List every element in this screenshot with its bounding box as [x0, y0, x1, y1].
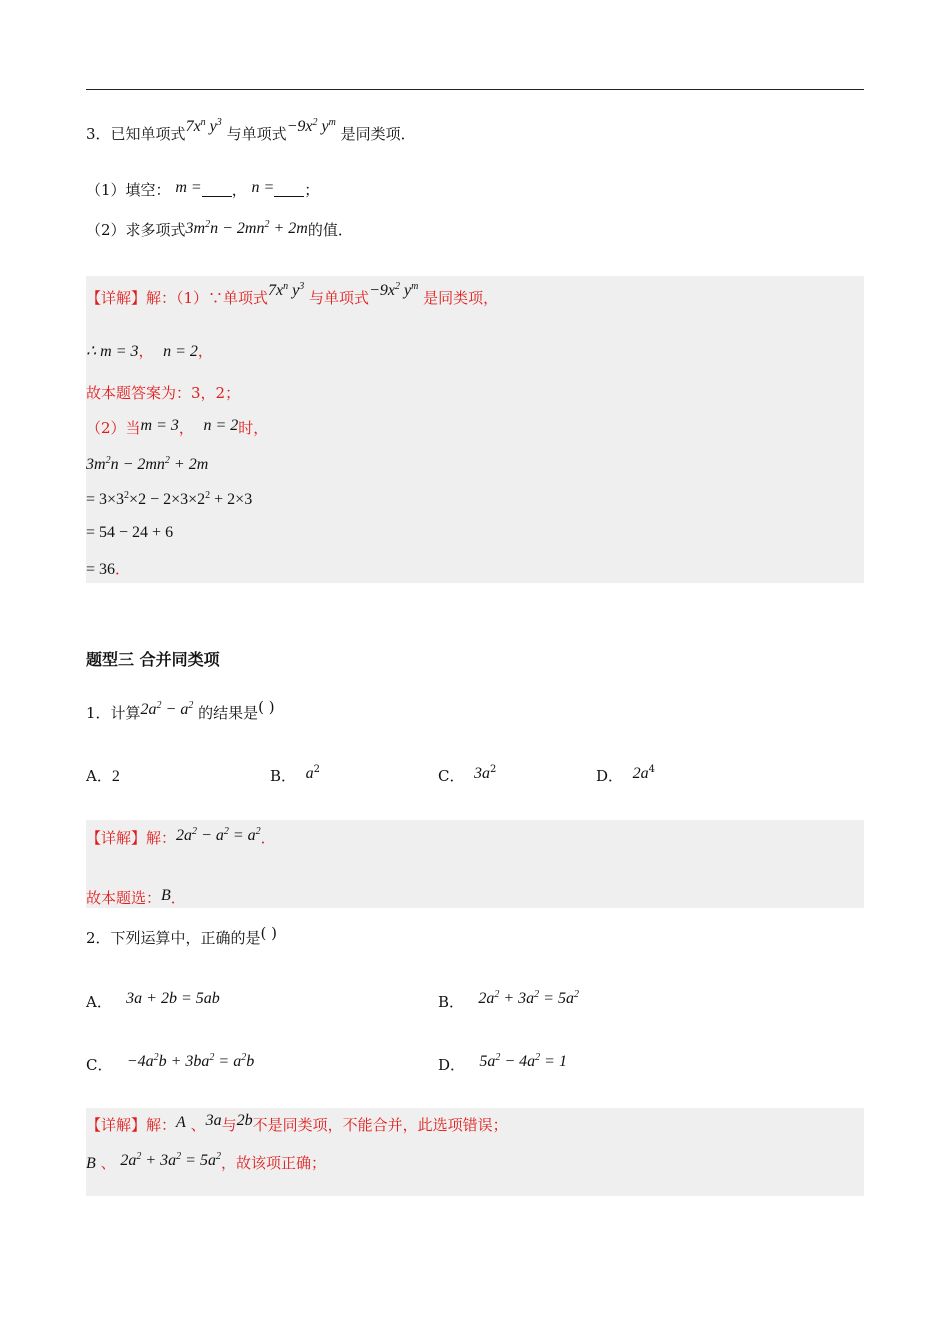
q3-part2: （2）求多项式$3m^2n - 2mn^2 + 2m$的值． — [86, 219, 353, 239]
sol3-calc3: = 54 − 24 + 6 — [86, 524, 174, 541]
q1-option-c[interactable]: C． $3a^2$ — [438, 764, 497, 785]
sol3-line3: 故本题答案为：3，2； — [86, 384, 241, 402]
sol3-line2: ∴ m = 3， n = 2， — [86, 342, 213, 360]
sol2-line1: 【详解】解：A 、3a与2b不是同类项，不能合并，此选项错误； — [86, 1112, 508, 1134]
sol3-calc1: $3m^2n - 2mn^2 + 2m$ — [86, 455, 209, 473]
q2-option-a[interactable]: A． 3a + 2b = 5ab — [86, 990, 220, 1011]
sol1-line2: 故本题选：B． — [86, 887, 186, 907]
header-rule — [86, 89, 864, 90]
q2-option-b[interactable]: B． $2a^2 + 3a^2 = 5a^2$ — [438, 989, 579, 1011]
answer-blank-m[interactable] — [202, 182, 232, 197]
sol3-line1: 【详解】解：（1）∵单项式$7x^n$ $y^3$ 与单项式$-9x^2$ $y^m$ 是同类项， — [86, 281, 499, 307]
sol3-calc4: = 36． — [86, 560, 131, 578]
sol1-line1: 【详解】解：$2a^2 - a^2 = a^2$． — [86, 826, 276, 847]
q2-option-c[interactable]: C． $-4a^2b + 3ba^2 = a^2b$ — [86, 1052, 255, 1074]
sol3-line4: （2）当m = 3， n = 2时， — [86, 417, 269, 437]
q1-option-b[interactable]: B． $a^2$ — [270, 764, 320, 785]
answer-blank-n[interactable] — [274, 182, 304, 197]
q2-statement: 2．下列运算中，正确的是( ) — [86, 924, 278, 947]
q2-option-d[interactable]: D． $5a^2 - 4a^2 = 1$ — [438, 1052, 567, 1074]
q1-option-d[interactable]: D． $2a^4$ — [596, 764, 655, 785]
sol3-calc2: = $3\times 3^2\times 2 - 2\times 3\times 2^2 + 2\times 3$ — [86, 490, 253, 508]
section-title: 题型三 合并同类项 — [86, 650, 220, 669]
q1-option-a[interactable]: A．2 — [86, 767, 120, 785]
q3-part1: （1）填空： m = ， n = ； — [86, 179, 320, 199]
q1-statement: 1．计算$2a^2 - a^2$ 的结果是( ) — [86, 698, 275, 722]
sol2-line2: B 、 $2a^2 + 3a^2 = 5a^2$，故该项正确； — [86, 1151, 326, 1172]
q3-statement: 3．已知单项式$7x^n$ $y^3$ 与单项式$-9x^2$ $y^m$ 是同类项． — [86, 117, 416, 143]
